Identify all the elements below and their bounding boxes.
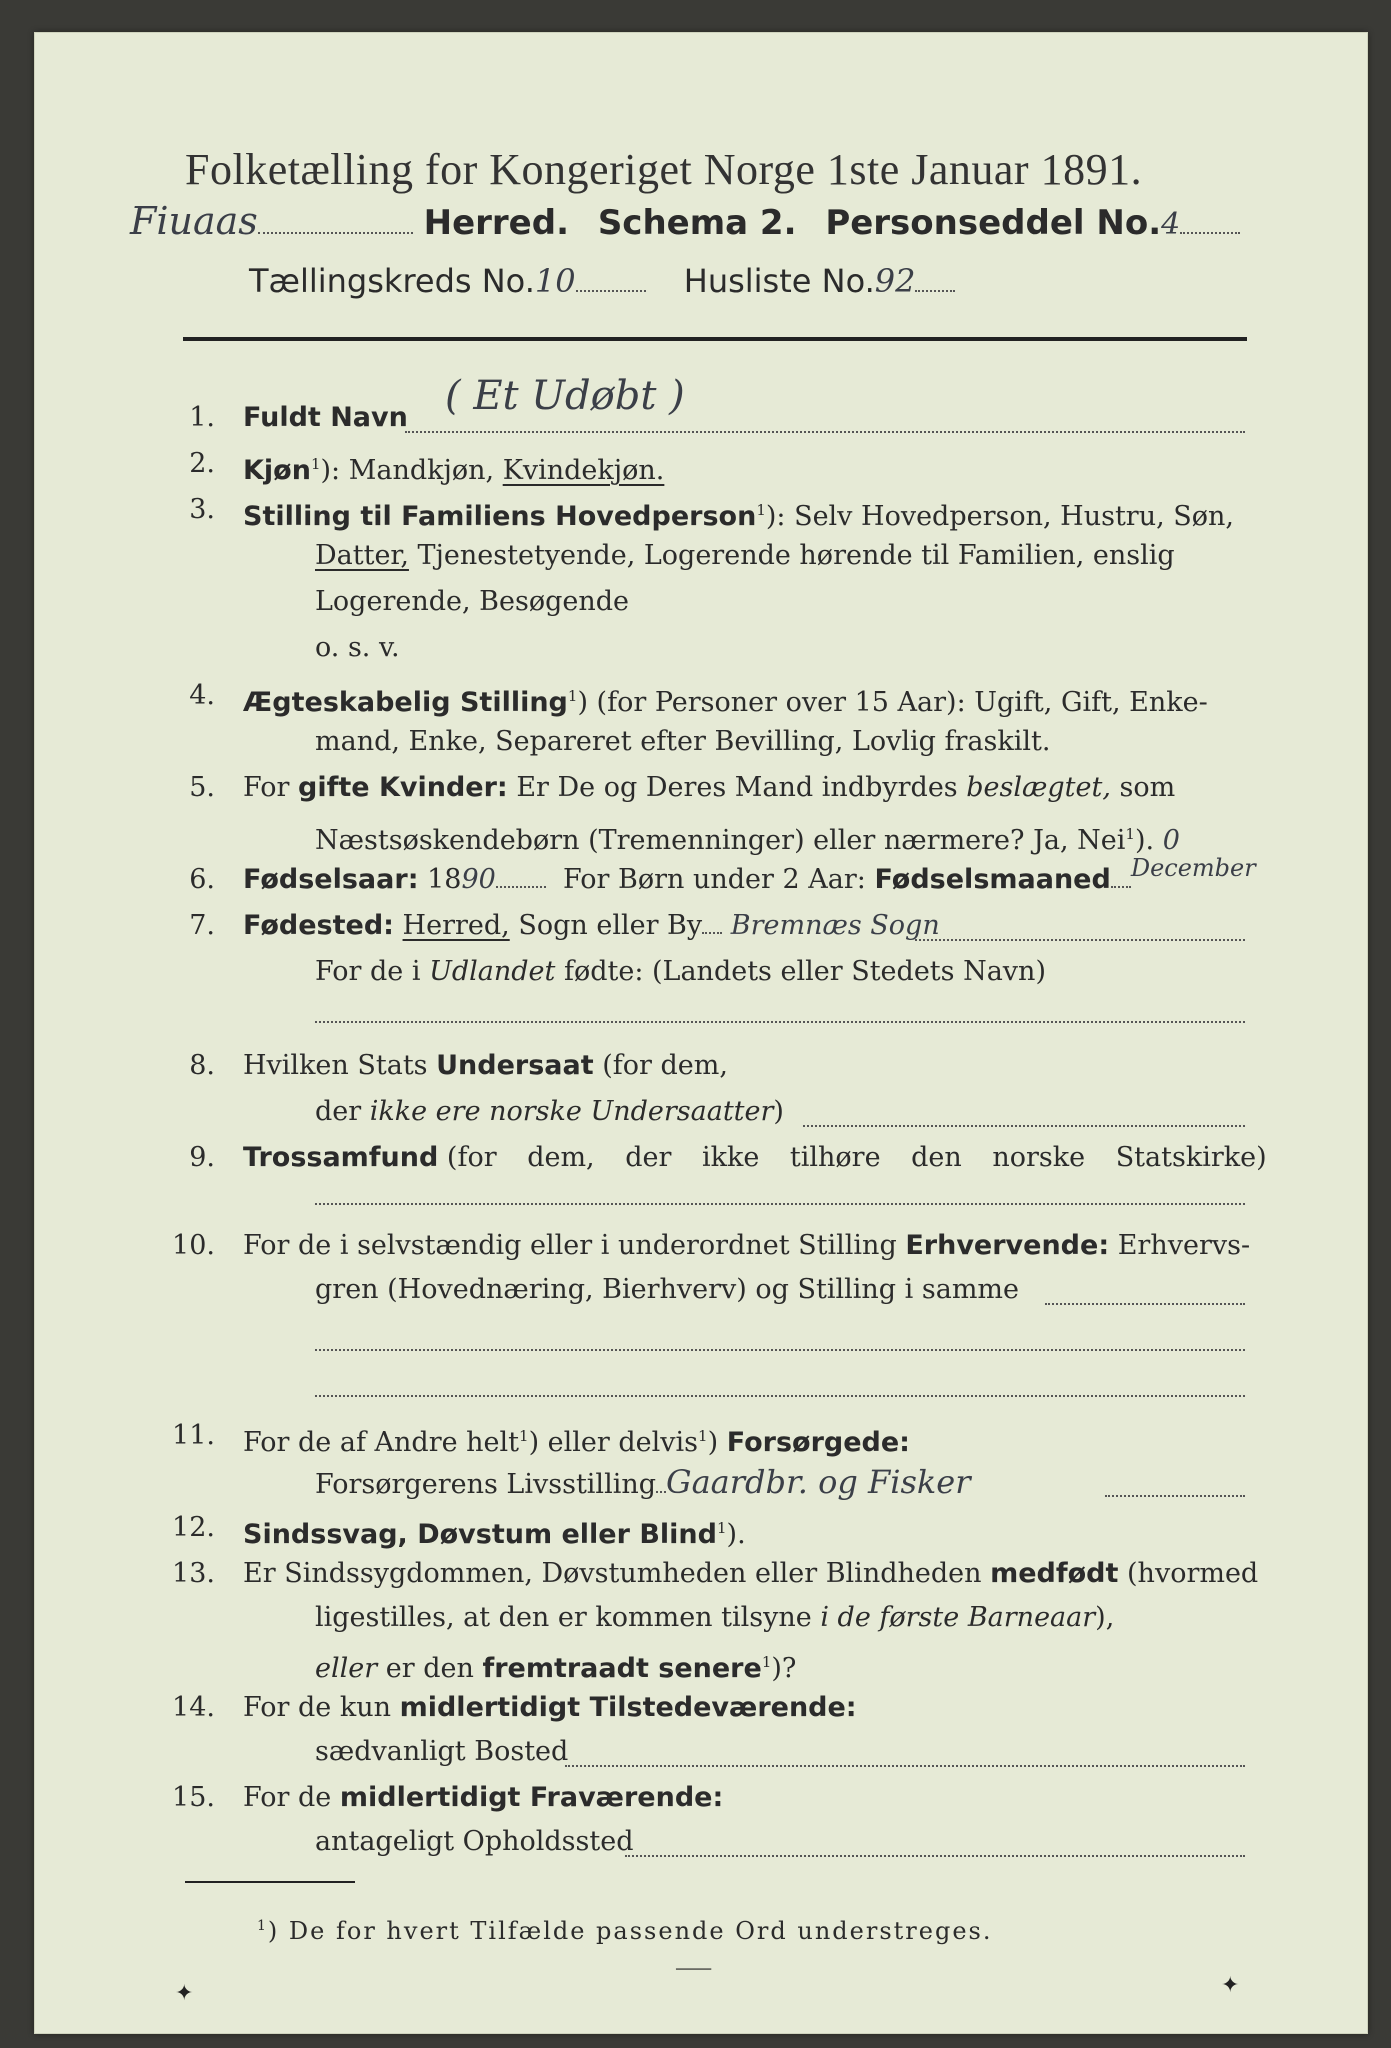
header-rule (183, 337, 1247, 341)
herred-name: Fiuaas (130, 199, 258, 243)
provider-occupation-value: Gaardbr. og Fisker (666, 1463, 971, 1501)
tellingskreds-label: Tællingskreds No. (249, 262, 535, 300)
personseddel-no: 4 (1161, 207, 1181, 242)
page-mark-right: ✦ (1221, 1973, 1240, 1998)
form-title: Folketælling for Kongeriget Norge 1ste Januar 1891. (185, 145, 1143, 194)
datter-underlined: Datter, (315, 540, 409, 571)
q1-label: Fuldt Navn (243, 402, 408, 433)
tellingskreds-row (249, 258, 955, 304)
husliste-label: Husliste No. (683, 262, 875, 300)
birth-year-value: 90 (461, 864, 496, 895)
schema-label: Schema 2. (597, 203, 797, 243)
personseddel-label: Personseddel No. (825, 203, 1162, 243)
birth-month-value: December (1130, 854, 1256, 882)
census-form-page: Folketælling for Kongeriget Norge 1ste Januar 1891. Fiuaas Herred. Schema 2. Personseddel No.4 Tællingskreds No.10 Husliste No.92 1. Fuldt Navn ( Et Udøbt ) 2. Kjøn$^1$): Mandkjøn, Kvindekjøn. 3. Stilling til Familiens Hovedperson$^1$): Selv Hovedperson, Hustru, Søn, Datter, Tjenestetyende, Logerende hørende til Familien, enslig Logerende, Besøgende o. s. v. 4. Ægteskabelig Stilling$^1$) (for Personer over 15 Aar): Ugift, Gift, Enke- mand, Enke, Separeret efter Bevilling, Lovlig fraskilt. 5. For gifte Kvinder: Er De og Deres Mand indbyrdes beslægtet, som Næstsøskendebørn (Tremenninger) eller nærmere? Ja, Nei$^1$). 0 6. Fødselsaar: 1890 For Børn under 2 Aar: Fødselsmaaned December 7. Fødested: Herred, Sogn eller By Bremnæs Sogn For de i Udlandet fødte: (Landets eller Stedets Navn) 8. Hvilken Stats Undersaat (for dem, der ikke ere norske Undersaatter) 9. Trossamfund (for dem, der ikke tilhøre den norske Statskirke) 10. For de i selvstændig eller i underordnet Stilling Erhvervende: Erhvervs- gren (Hovednæring, Bierhverv) og Stilling i samme 11. For de af Andre helt$^1$) eller delvis$^1$) Forsørgede: Forsørgerens Livsstilling Gaardbr. og Fisker 12. Sindssvag, Døvstum eller Blind$^1$). 13. Er Sindssygdommen, Døvstumheden eller Blindheden medfødt (hvormed ligestilles, at den er kommen tilsyne i de første Barneaar), eller er den fremtraadt senere$^1$)? 14. For de kun midlertidigt Tilstedeværende: sædvanligt Bosted 15. For de midlertidigt Fraværende: antageligt Opholdssted $^1$) De for hvert Tilfælde passende Ord understreges. ✦ ⸺ ✦ (34, 32, 1368, 2034)
husliste-no: 92 (874, 262, 916, 300)
herred-label: Herred. (423, 203, 569, 243)
q1-value: ( Et Udøbt ) (445, 373, 685, 419)
page-mark-left: ✦ (175, 1981, 194, 2006)
page-mark-center: ⸺ (675, 1956, 713, 1981)
q5-value: 0 (1162, 825, 1180, 856)
kvindekjon-underlined: Kvindekjøn. (502, 455, 665, 486)
tellingskreds-no: 10 (534, 262, 576, 300)
birthplace-value: Bremnæs Sogn (730, 910, 940, 941)
herred-underlined: Herred, (402, 910, 510, 941)
footnote-rule (185, 1881, 355, 1883)
footnote: $^1$) De for hvert Tilfælde passende Ord understreges. (257, 1917, 993, 1945)
herred-row (130, 198, 1240, 248)
